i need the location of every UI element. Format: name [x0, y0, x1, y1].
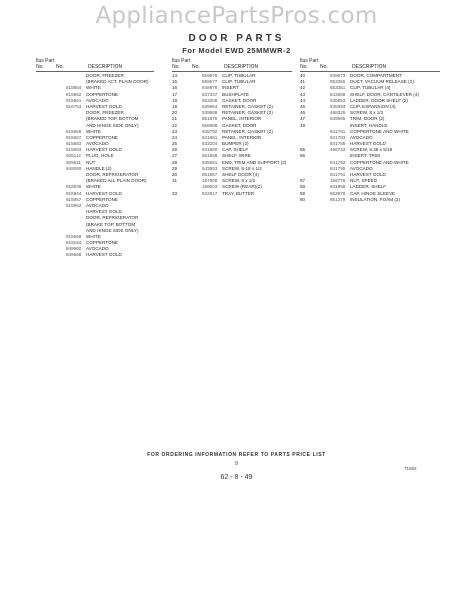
part-description: CAP, SHELF [222, 147, 249, 153]
illus-no: 16 [172, 85, 178, 91]
part-description: SCREW, 8-18 x 1/2 [222, 165, 262, 171]
illus-part-label: Ilus Part [172, 58, 191, 64]
part-number: 851867 [202, 172, 218, 177]
part-description: DOOR, FREEZER [86, 73, 124, 78]
part-number: 851379 [330, 196, 346, 202]
part-number: 559677 [202, 79, 218, 85]
part-description: AVOCADO [86, 141, 109, 147]
part-description: CLIP, TUBULAR [222, 73, 256, 78]
illus-no: 45 [300, 103, 306, 109]
part-number: 815683 [66, 147, 82, 153]
part-description: RETAINER, GASKET (2) [222, 110, 273, 116]
part-description: HARVEST GOLD [350, 172, 386, 177]
part-number: 849568 [66, 252, 82, 258]
part-description: HARVEST GOLD [86, 252, 122, 258]
illus-no: 25 [172, 141, 178, 147]
part-number: 539853 [330, 97, 346, 103]
illus-no: 57 [300, 178, 306, 184]
illus-part-label: Ilus Part [300, 58, 319, 64]
part-number: 156775 [330, 178, 346, 184]
part-number: 815957 [66, 196, 82, 202]
part-number: 841791 [330, 172, 346, 177]
part-number: 849960 [66, 246, 82, 252]
part-description: TRIM, DOOR (2) [350, 116, 385, 122]
part-description: AND HINGE SIDE ONLY) [86, 122, 139, 128]
part-description: RETAINER, GASKET (2) [222, 128, 273, 134]
part-number: 815954 [66, 85, 82, 91]
parts-list [300, 73, 440, 203]
part-number: 522917 [202, 190, 218, 196]
part-number: 815961 [66, 97, 82, 103]
part-description: SHELF, WIRE [222, 153, 251, 159]
page-number: 9 [235, 461, 238, 467]
part-number: 815667 [66, 134, 82, 140]
part-description: DOOR, FREEZER [86, 110, 124, 116]
watermark: AppliancePartsPros.com [95, 3, 378, 29]
part-description: LADDER, SHELF [350, 184, 386, 190]
illus-no: 28 [172, 159, 178, 165]
part-number: 815962 [66, 202, 82, 208]
part-number: 187909 [202, 178, 218, 184]
parts-row [172, 191, 292, 197]
part-description: GASKET, DOOR [222, 122, 257, 128]
page-title: DOOR PARTS [188, 33, 285, 44]
part-number: 853978 [330, 190, 346, 196]
part-description: SCREW, 8 x 1/2 [222, 178, 256, 184]
illus-no: 58 [300, 184, 306, 190]
illus-no: 44 [300, 97, 306, 103]
part-description: CLIP, EXPANSION (4) [350, 103, 396, 109]
illus-no: 41 [300, 79, 306, 85]
illus-no: 18 [172, 97, 178, 103]
part-number: 815683 [66, 141, 82, 147]
part-description: RETAINER, GASKET (2) [222, 103, 273, 109]
illus-no: 15 [172, 79, 178, 85]
part-number: 843658 [330, 91, 346, 97]
part-description: AVOCADO [86, 246, 109, 252]
part-description: INSERT, TRIM [350, 153, 380, 159]
illus-no: 46 [300, 110, 306, 116]
illus-no: 30 [172, 172, 178, 177]
part-number: 653209 [202, 97, 218, 103]
part-number: 839673 [330, 73, 346, 78]
column-header [300, 58, 440, 72]
description-label: DESCRIPTION [352, 64, 387, 70]
no-label: No. [36, 64, 44, 70]
part-number: 496733 [330, 147, 346, 153]
part-description: NUT, SPEED [350, 178, 378, 184]
part-number: 835581 [202, 159, 218, 165]
part-description: AND HINGE SIDE ONLY) [86, 227, 139, 233]
illus-no: 22 [172, 122, 178, 128]
part-number: 841860 [202, 147, 218, 153]
illus-no: 27 [172, 153, 178, 159]
part-description: SHELF DOOR (4) [222, 172, 259, 177]
parts-list [172, 73, 292, 197]
part-description: AVOCADO [86, 97, 109, 103]
parts-column-2 [172, 58, 292, 197]
parts-row [36, 252, 154, 258]
part-description: WHITE [86, 184, 101, 190]
part-description: AVOCADO [86, 202, 109, 208]
part-description: HARVEST GOLD [86, 209, 122, 215]
parts-column-3 [300, 58, 440, 203]
part-no-label: No. [192, 64, 200, 70]
no-label: No. [300, 64, 308, 70]
part-number: 841786 [330, 141, 346, 147]
part-number: 815962 [66, 91, 82, 97]
part-description: DOOR, REFRIGERATOR [86, 215, 139, 221]
part-description: INSERT, HANDLE [350, 122, 388, 128]
part-number: 815659 [66, 128, 82, 134]
part-no-label: No. [320, 64, 328, 70]
part-number: 841851 [202, 134, 218, 140]
illus-no: 43 [300, 91, 306, 97]
part-description: NUT [86, 159, 96, 165]
part-description: WHITE [86, 233, 101, 239]
part-description: (BRAKED ALL PLAIN DOOR) [86, 178, 147, 184]
part-description: COPPERTONE [86, 134, 118, 140]
part-number: 841783 [330, 134, 346, 140]
part-description: PANEL, INTERIOR [222, 116, 262, 122]
part-description: LADDER, DOOR SHELF (2) [350, 97, 408, 103]
part-number: 539792 [202, 128, 218, 134]
part-description: DOOR, REFRIGERATOR [86, 172, 139, 177]
part-description: HARVEST GOLD [86, 147, 122, 153]
part-description: CAP, HINGE SLEEVE [350, 190, 396, 196]
part-number: 815936 [66, 184, 82, 190]
illus-no: 48 [300, 122, 306, 128]
part-number: 188603 [202, 184, 218, 190]
illus-no: 23 [172, 128, 178, 134]
part-description: GASKET, DOOR [222, 97, 257, 103]
parts-row [300, 197, 440, 203]
part-description: COPPERTONE AND WHITE [350, 159, 409, 165]
part-description: COPPERTONE [86, 196, 118, 202]
part-no-label: No. [56, 64, 64, 70]
handwritten-note: 62 - 8 - 49 [220, 474, 253, 481]
illus-no: 59 [300, 190, 306, 196]
part-number: 849260 [66, 165, 82, 171]
illus-part-label: Ilus Part [36, 58, 55, 64]
doc-code: 71583 [404, 466, 417, 471]
no-label: No. [172, 64, 180, 70]
part-description: SCREW, 8.38 x 5/16 [350, 147, 393, 153]
part-number: 841858 [330, 184, 346, 190]
part-number: 816753 [66, 103, 82, 109]
part-number: 851858 [202, 153, 218, 159]
part-number: 841795 [330, 165, 346, 171]
part-number: 488325 [330, 110, 346, 116]
part-description: WHITE [86, 128, 101, 134]
ordering-info: FOR ORDERING INFORMATION REFER TO PARTS PRICE LIST [147, 452, 326, 458]
part-number: 533204 [202, 141, 218, 147]
part-description: SCREW (REAR)(2) [222, 184, 262, 190]
part-description: DOOR, COMPARTMENT [350, 73, 402, 78]
description-label: DESCRIPTION [88, 64, 123, 70]
part-description: (BRAKED ACT. PLAIN DOOR) [86, 79, 149, 85]
parts-column-1 [36, 58, 154, 259]
illus-no: 19 [172, 103, 178, 109]
part-description: (BRAKE TOP, BOTTOM [86, 221, 136, 227]
illus-no: 14 [172, 73, 178, 78]
illus-no: 60 [300, 196, 306, 202]
illus-no: 40 [300, 73, 306, 78]
part-description: DUCT, VACUUM RELEASE (2) [350, 79, 414, 85]
part-number: 637337 [202, 91, 218, 97]
part-number: 309511 [66, 159, 81, 165]
part-description: AVOCADO [350, 165, 373, 171]
part-description: COPPERTONE [86, 240, 118, 246]
part-description: CLIP, TUBULAR (4) [350, 85, 391, 91]
part-description: SHELF, DOOR, CANTILEVER (4) [350, 91, 419, 97]
part-number: 849876 [202, 85, 218, 91]
illus-no: 20 [172, 110, 178, 116]
illus-no: 42 [300, 85, 306, 91]
part-description: HARVEST GOLD [86, 190, 122, 196]
illus-no: 56 [300, 153, 306, 159]
part-number: 535993 [330, 103, 346, 109]
part-description: SCREW, 8 x 1/2 [350, 110, 384, 116]
illus-no: 33 [172, 190, 178, 196]
part-number: 605112 [66, 153, 81, 159]
part-number: 849565 [330, 116, 346, 122]
part-number: 543953 [202, 165, 218, 171]
part-description: COPPERTONE [86, 91, 118, 97]
part-description: END, TRIM AND SUPPORT (2) [222, 159, 287, 165]
column-header [36, 58, 154, 72]
part-number: 815658 [66, 233, 82, 239]
part-number: 853355 [330, 79, 346, 85]
part-description: CLIP, TUBULAR [222, 79, 256, 85]
illus-no: 47 [300, 116, 306, 122]
part-description: INSERT [222, 85, 239, 91]
part-number: 539869 [202, 110, 218, 116]
part-description: PLUG, HOLE [86, 153, 114, 159]
part-number: 559676 [202, 73, 218, 78]
parts-list [36, 73, 154, 259]
description-label: DESCRIPTION [224, 64, 259, 70]
part-number: 841792 [330, 159, 346, 165]
model-subtitle: For Model EWD 25MMWR-2 [182, 46, 291, 55]
part-number: 539954 [202, 103, 218, 109]
part-description: INSULATION, FOAM (2) [350, 196, 400, 202]
part-number: 853361 [330, 85, 346, 91]
part-number: 656988 [202, 122, 218, 128]
illus-no: 17 [172, 91, 178, 97]
part-description: TRAY, BUTTER [222, 190, 255, 196]
part-description: PANEL, INTERIOR [222, 134, 262, 140]
column-header [172, 58, 292, 72]
illus-no: 21 [172, 116, 178, 122]
illus-no: 24 [172, 134, 178, 140]
part-description: (BRAKED TOP, BOTTOM [86, 116, 139, 122]
illus-no: 31 [172, 178, 178, 184]
part-description: HANDLE (2) [86, 165, 112, 171]
illus-no: 55 [300, 147, 306, 153]
part-description: HARVEST GOLD [350, 141, 386, 147]
part-description: AVOCADO [350, 134, 373, 140]
part-description: BUSHPLATE [222, 91, 249, 97]
part-number: 841781 [330, 128, 346, 134]
part-number: 819164 [66, 240, 82, 246]
illus-no: 29 [172, 165, 178, 171]
part-description: BUMPER (2) [222, 141, 249, 147]
part-number: 851875 [202, 116, 218, 122]
part-number: 815944 [66, 190, 82, 196]
part-description: COPPERTONE AND WHITE [350, 128, 409, 134]
part-description: HARVEST GOLD [86, 103, 122, 109]
illus-no: 26 [172, 147, 178, 153]
part-description: WHITE [86, 85, 101, 91]
